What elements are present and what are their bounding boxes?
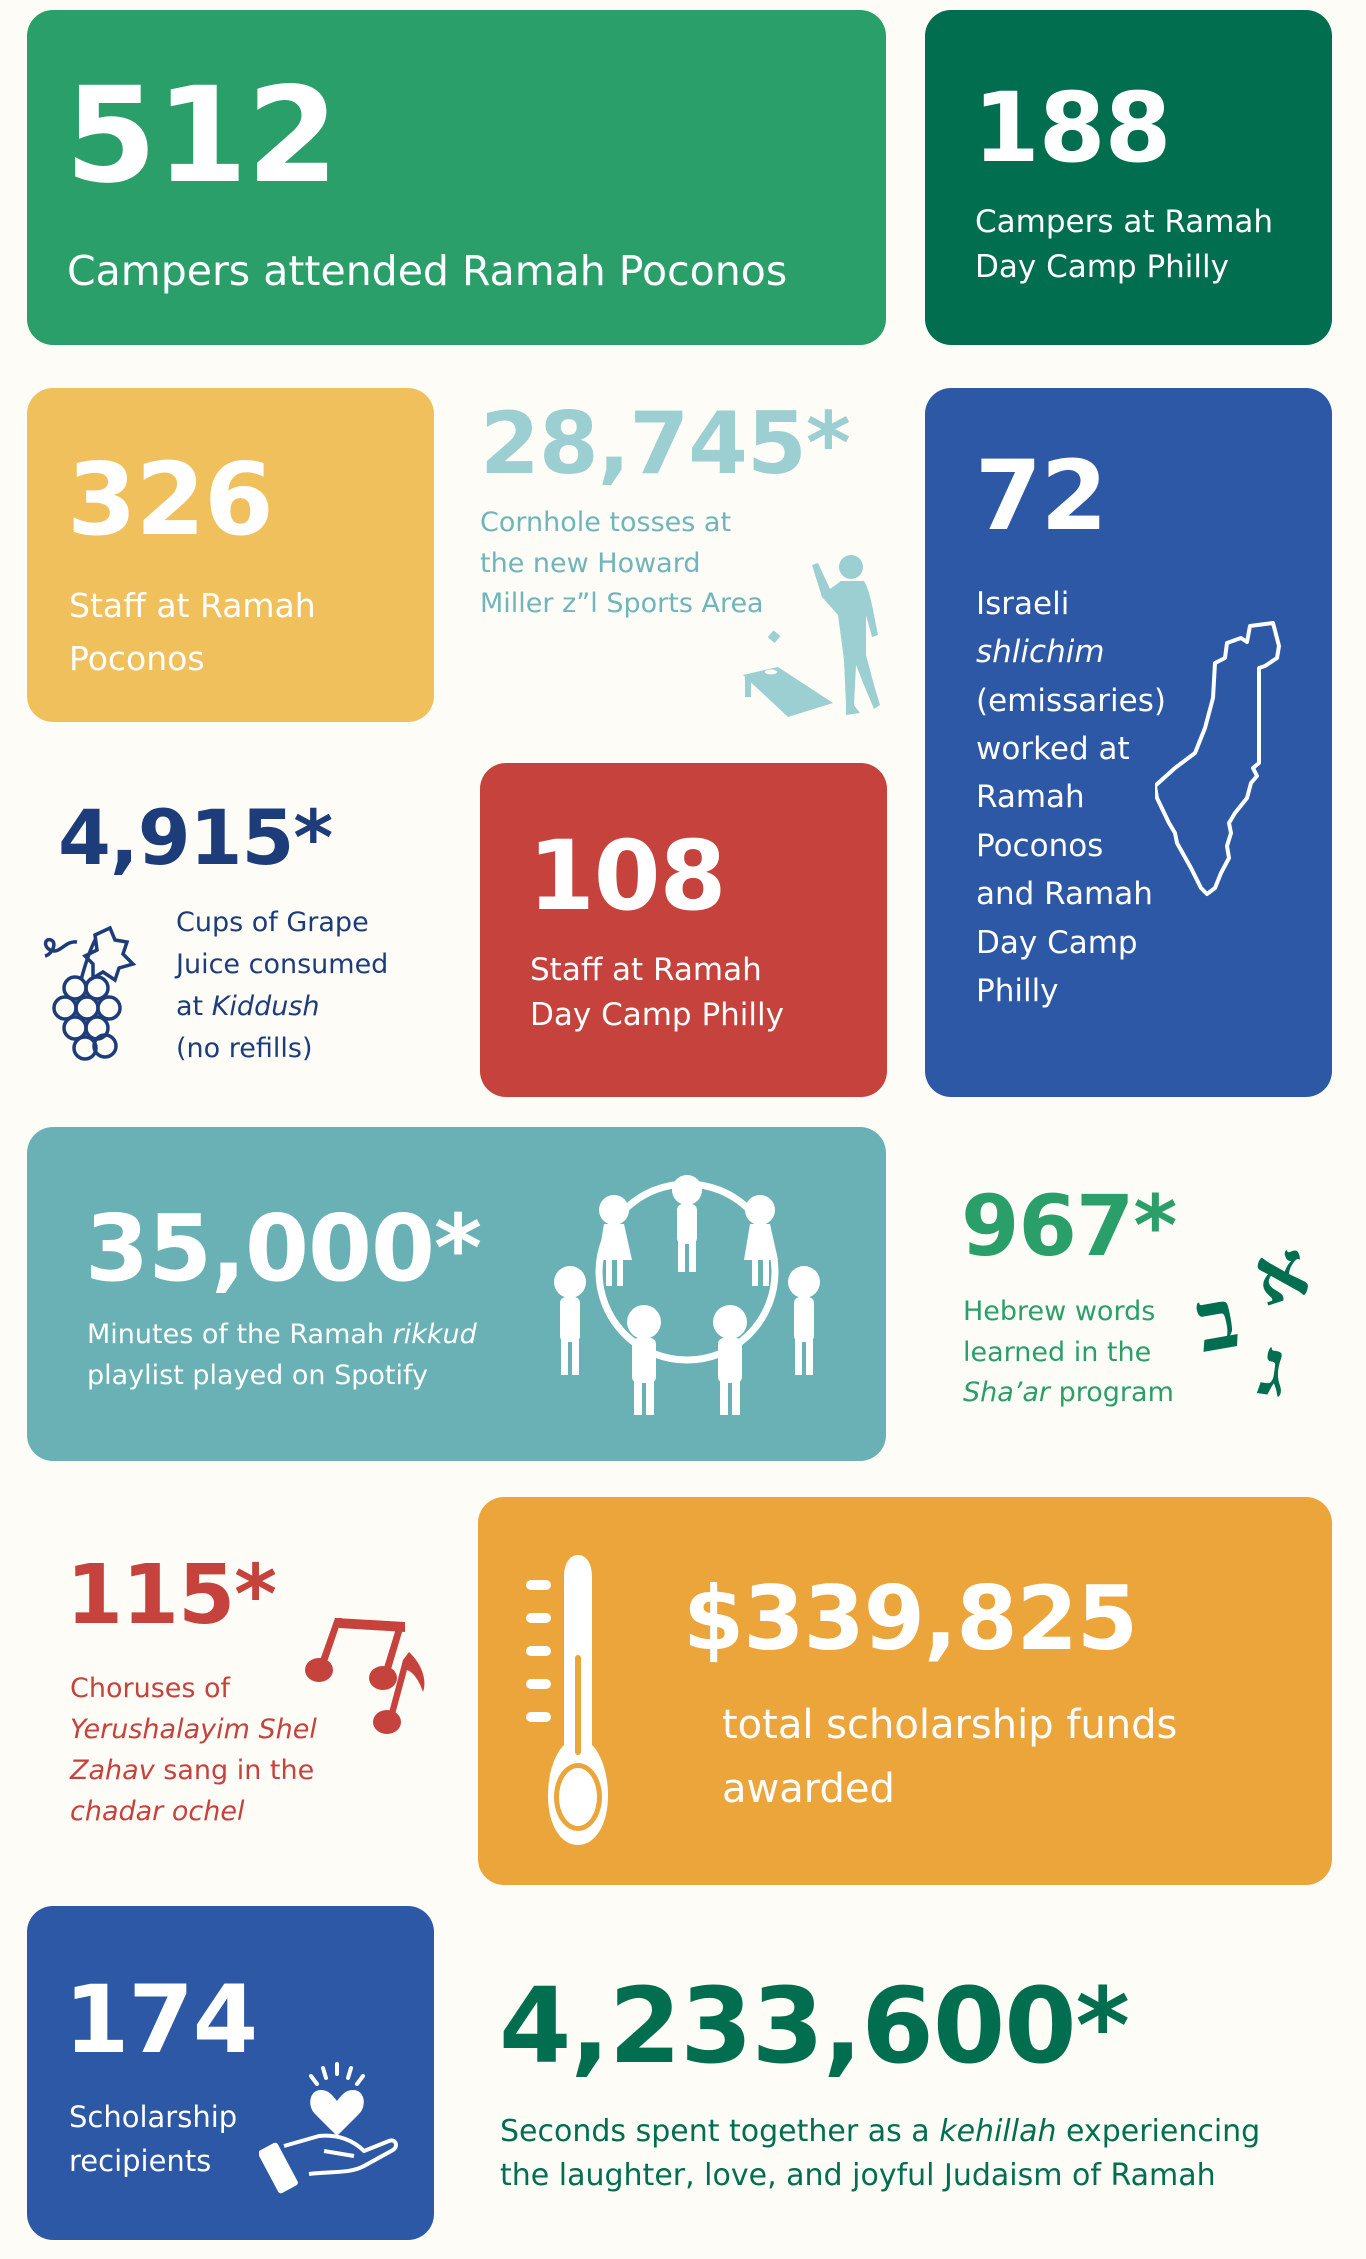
stat-card-rikkud <box>27 1127 886 1461</box>
thermometer-icon <box>526 1555 646 1855</box>
cornhole-player-icon <box>608 545 888 725</box>
stat-value: 115* <box>66 1548 277 1643</box>
stat-cornhole <box>478 395 888 725</box>
stat-card-scholarship-recipients <box>27 1906 434 2240</box>
stat-label: Seconds spent together as a kehillah experiencing the laughter, love, and joyful Judaism of Ramah <box>500 2114 1261 2193</box>
stat-card-day-camp-staff <box>480 763 887 1097</box>
stat-label: Israeli shlichim (emissaries) worked at Ramah Poconos and Ramah Day Camp Philly <box>976 586 1166 1009</box>
stat-value: 326 <box>67 441 273 558</box>
stat-value: 72 <box>975 440 1107 552</box>
stat-label: Cups of Grape Juice consumed at Kiddush (no refills) <box>176 907 389 1064</box>
stat-value: 512 <box>65 59 338 213</box>
stat-label: Staff at Ramah Day Camp Philly <box>530 952 784 1033</box>
stat-label: Minutes of the Ramah rikkud playlist played on Spotify <box>87 1319 477 1391</box>
stat-value: 4,233,600* <box>499 1965 1129 2087</box>
stat-card-scholarship-funds <box>478 1497 1332 1885</box>
music-notes-icon <box>305 1610 430 1740</box>
grapes-icon <box>35 920 155 1070</box>
israel-map-icon <box>1155 618 1295 908</box>
stat-choruses <box>60 1540 460 1840</box>
stat-label: Staff at Ramah Poconos <box>69 586 316 678</box>
stat-value: 108 <box>528 820 726 932</box>
stat-grape-juice <box>30 790 450 1080</box>
stat-label: total scholarship funds awarded <box>722 1702 1178 1812</box>
hand-heart-icon <box>259 2046 409 2196</box>
stat-value: 967* <box>961 1177 1177 1275</box>
stat-value: 4,915* <box>58 793 333 882</box>
stat-card-poconos-campers <box>27 10 886 345</box>
stat-value: 174 <box>64 1966 258 2075</box>
stat-value: 28,745* <box>480 394 850 494</box>
stat-hebrew-words: 967* Hebrew words learned in the Sha’ar program א ב ג <box>961 1177 1320 1416</box>
stat-label: Campers at Ramah Day Camp Philly <box>975 204 1274 285</box>
stat-label: Cornhole tosses at the new Howard Miller z”l Sports Area <box>480 507 764 619</box>
stat-label: Scholarship recipients <box>69 2100 238 2178</box>
stat-kehillah-seconds <box>495 1960 1355 2220</box>
stat-label: Campers attended Ramah Poconos <box>67 247 788 295</box>
stat-label: Choruses of Yerushalayim Shel Zahav sang in the chadar ochel <box>70 1673 317 1828</box>
children-circle-icon <box>542 1172 832 1422</box>
stat-value: 35,000* <box>85 1195 482 1302</box>
stat-value: 188 <box>973 72 1171 184</box>
stat-value: $339,825 <box>683 1567 1138 1670</box>
stat-label: Hebrew words learned in the Sha’ar program <box>963 1296 1174 1408</box>
stat-card-shlichim <box>925 388 1332 1097</box>
stat-card-day-camp-campers <box>925 10 1332 345</box>
stat-card-poconos-staff <box>27 388 434 722</box>
